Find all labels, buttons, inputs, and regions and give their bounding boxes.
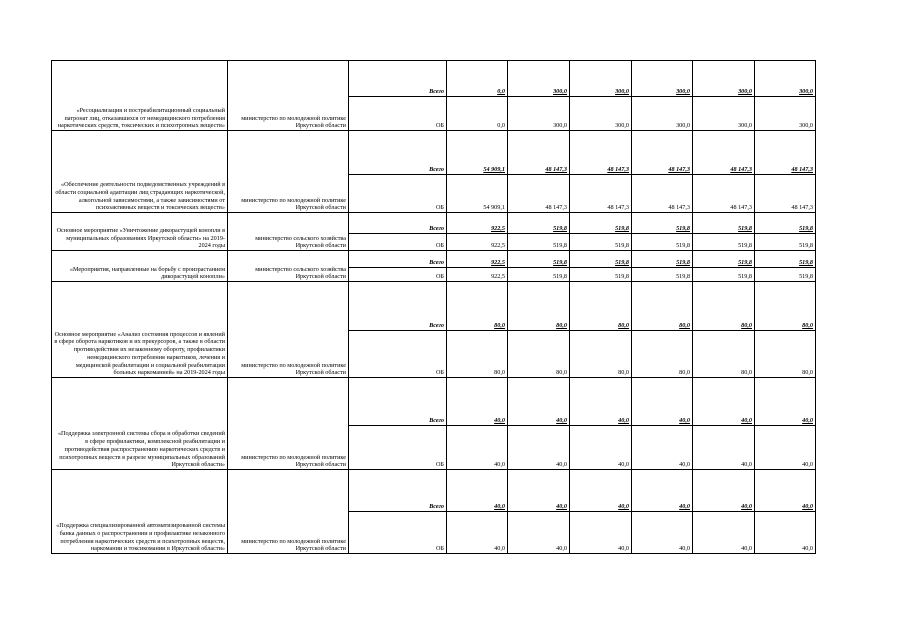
total-value: 922,5 bbox=[447, 213, 508, 234]
ob-value: 40,0 bbox=[570, 512, 632, 554]
ob-value: 519,8 bbox=[693, 234, 755, 251]
row-total bbox=[52, 61, 816, 97]
ob-value: 80,0 bbox=[632, 331, 693, 378]
ob-value: 40,0 bbox=[447, 426, 508, 470]
ob-value: 519,8 bbox=[632, 268, 693, 282]
total-value: 80,0 bbox=[755, 282, 816, 331]
ob-value: 48 147,3 bbox=[632, 175, 693, 213]
ob-value: 54 909,1 bbox=[447, 175, 508, 213]
total-value: 40,0 bbox=[632, 378, 693, 426]
total-value: 40,0 bbox=[755, 470, 816, 512]
ob-value: 40,0 bbox=[755, 512, 816, 554]
total-value: 519,8 bbox=[632, 213, 693, 234]
activity-name: Основное мероприятие «Уничтожение дикорастущей конопли в муниципальных образованиях Иркутской области» на 2019-2024 годы bbox=[52, 213, 228, 251]
ob-value: 519,8 bbox=[570, 234, 632, 251]
total-value: 40,0 bbox=[693, 378, 755, 426]
ob-value: 519,8 bbox=[755, 234, 816, 251]
source-total-label: Всего bbox=[349, 282, 447, 331]
source-ob-label: ОБ bbox=[349, 331, 447, 378]
total-value: 48 147,3 bbox=[570, 131, 632, 175]
source-ob-label: ОБ bbox=[349, 175, 447, 213]
activity-name: «Поддержка электронной системы сбора и обработки сведений в сфере профилактики, комплексной реабилитации и противодействия распространению наркотических средств и психотропных веществ в разрезе муниципальных образований Иркутской области» bbox=[52, 378, 228, 470]
ob-value: 40,0 bbox=[693, 512, 755, 554]
source-ob-label: ОБ bbox=[349, 97, 447, 131]
ob-value: 519,8 bbox=[508, 268, 570, 282]
ob-value: 300,0 bbox=[570, 97, 632, 131]
source-ob-label: ОБ bbox=[349, 512, 447, 554]
ob-value: 519,8 bbox=[632, 234, 693, 251]
total-value: 40,0 bbox=[693, 470, 755, 512]
total-value: 40,0 bbox=[570, 378, 632, 426]
source-ob-label: ОБ bbox=[349, 234, 447, 251]
ob-value: 519,8 bbox=[693, 268, 755, 282]
ob-value: 922,5 bbox=[447, 234, 508, 251]
ob-value: 300,0 bbox=[693, 97, 755, 131]
total-value: 48 147,3 bbox=[632, 131, 693, 175]
total-value: 48 147,3 bbox=[693, 131, 755, 175]
ob-value: 40,0 bbox=[508, 426, 570, 470]
source-total-label: Всего bbox=[349, 213, 447, 234]
executor-name: министерство сельского хозяйства Иркутской области bbox=[228, 251, 349, 282]
ob-value: 300,0 bbox=[755, 97, 816, 131]
row-total bbox=[52, 251, 816, 268]
ob-value: 300,0 bbox=[508, 97, 570, 131]
total-value: 519,8 bbox=[755, 213, 816, 234]
total-value: 40,0 bbox=[508, 378, 570, 426]
total-value: 40,0 bbox=[755, 378, 816, 426]
ob-value: 48 147,3 bbox=[755, 175, 816, 213]
total-value: 300,0 bbox=[755, 61, 816, 97]
total-value: 80,0 bbox=[508, 282, 570, 331]
ob-value: 40,0 bbox=[447, 512, 508, 554]
total-value: 80,0 bbox=[570, 282, 632, 331]
source-total-label: Всего bbox=[349, 251, 447, 268]
activity-name: «Мероприятия, направленные на борьбу с произрастанием дикорастущей конопли» bbox=[52, 251, 228, 282]
total-value: 48 147,3 bbox=[508, 131, 570, 175]
ob-value: 519,8 bbox=[508, 234, 570, 251]
row-total bbox=[52, 282, 816, 331]
total-value: 519,8 bbox=[570, 251, 632, 268]
source-ob-label: ОБ bbox=[349, 268, 447, 282]
total-value: 40,0 bbox=[508, 470, 570, 512]
source-total-label: Всего bbox=[349, 61, 447, 97]
total-value: 80,0 bbox=[632, 282, 693, 331]
total-value: 519,8 bbox=[755, 251, 816, 268]
source-total-label: Всего bbox=[349, 470, 447, 512]
total-value: 922,5 bbox=[447, 251, 508, 268]
total-value: 80,0 bbox=[447, 282, 508, 331]
activity-name: «Поддержка специализированной автоматизированной системы банка данных о распространении и профилактике незаконного потребления наркотических средств и психотропных веществ, наркомании и токсикомании в Иркутской области» bbox=[52, 470, 228, 554]
ob-value: 80,0 bbox=[755, 331, 816, 378]
total-value: 48 147,3 bbox=[755, 131, 816, 175]
total-value: 519,8 bbox=[632, 251, 693, 268]
total-value: 40,0 bbox=[447, 378, 508, 426]
total-value: 519,8 bbox=[508, 213, 570, 234]
ob-value: 0,0 bbox=[447, 97, 508, 131]
total-value: 40,0 bbox=[632, 470, 693, 512]
ob-value: 80,0 bbox=[508, 331, 570, 378]
total-value: 54 909,1 bbox=[447, 131, 508, 175]
ob-value: 300,0 bbox=[632, 97, 693, 131]
total-value: 519,8 bbox=[570, 213, 632, 234]
ob-value: 40,0 bbox=[632, 512, 693, 554]
total-value: 519,8 bbox=[693, 251, 755, 268]
ob-value: 40,0 bbox=[570, 426, 632, 470]
activity-name: «Ресоциализация и постреабилитационный социальный патронат лиц, отказавшихся от немедицинского потребления наркотических средств, токсических и психотропных веществ» bbox=[52, 61, 228, 131]
table-body bbox=[52, 61, 816, 554]
ob-value: 40,0 bbox=[632, 426, 693, 470]
executor-name: министерство по молодежной политике Иркутской области bbox=[228, 470, 349, 554]
ob-value: 40,0 bbox=[508, 512, 570, 554]
row-total bbox=[52, 213, 816, 234]
row-total bbox=[52, 378, 816, 426]
ob-value: 40,0 bbox=[755, 426, 816, 470]
ob-value: 48 147,3 bbox=[693, 175, 755, 213]
executor-name: министерство по молодежной политике Иркутской области bbox=[228, 378, 349, 470]
executor-name: министерство по молодежной политике Иркутской области bbox=[228, 282, 349, 378]
ob-value: 922,5 bbox=[447, 268, 508, 282]
row-total bbox=[52, 470, 816, 512]
executor-name: министерство сельского хозяйства Иркутской области bbox=[228, 213, 349, 251]
ob-value: 40,0 bbox=[693, 426, 755, 470]
ob-value: 48 147,3 bbox=[570, 175, 632, 213]
total-value: 519,8 bbox=[693, 213, 755, 234]
ob-value: 80,0 bbox=[693, 331, 755, 378]
source-total-label: Всего bbox=[349, 378, 447, 426]
total-value: 300,0 bbox=[632, 61, 693, 97]
activity-name: Основное мероприятие «Анализ состояния процессов и явлений в сфере оборота наркотиков и их прекурсоров, а также в области противодействия их незаконному обороту, профилактики немедицинского потребления наркотиков, лечения и медицинской реабилитации и социальной реабилитации больных наркоманией» на 2019-2024 годы bbox=[52, 282, 228, 378]
total-value: 300,0 bbox=[508, 61, 570, 97]
activity-name: «Обеспечение деятельности подведомственных учреждений в области социальной адаптации лиц страдающих наркотической, алкогольной зависимостями, а также зависимостями от психоактивных веществ и токсических веществ» bbox=[52, 131, 228, 213]
total-value: 300,0 bbox=[693, 61, 755, 97]
total-value: 40,0 bbox=[447, 470, 508, 512]
total-value: 0,0 bbox=[447, 61, 508, 97]
budget-table bbox=[51, 60, 816, 554]
ob-value: 519,8 bbox=[755, 268, 816, 282]
total-value: 80,0 bbox=[693, 282, 755, 331]
source-ob-label: ОБ bbox=[349, 426, 447, 470]
executor-name: министерство по молодежной политике Иркутской области bbox=[228, 131, 349, 213]
ob-value: 80,0 bbox=[570, 331, 632, 378]
ob-value: 80,0 bbox=[447, 331, 508, 378]
ob-value: 519,8 bbox=[570, 268, 632, 282]
executor-name: министерство по молодежной политике Иркутской области bbox=[228, 61, 349, 131]
total-value: 300,0 bbox=[570, 61, 632, 97]
ob-value: 48 147,3 bbox=[508, 175, 570, 213]
source-total-label: Всего bbox=[349, 131, 447, 175]
total-value: 519,8 bbox=[508, 251, 570, 268]
total-value: 40,0 bbox=[570, 470, 632, 512]
row-total bbox=[52, 131, 816, 175]
